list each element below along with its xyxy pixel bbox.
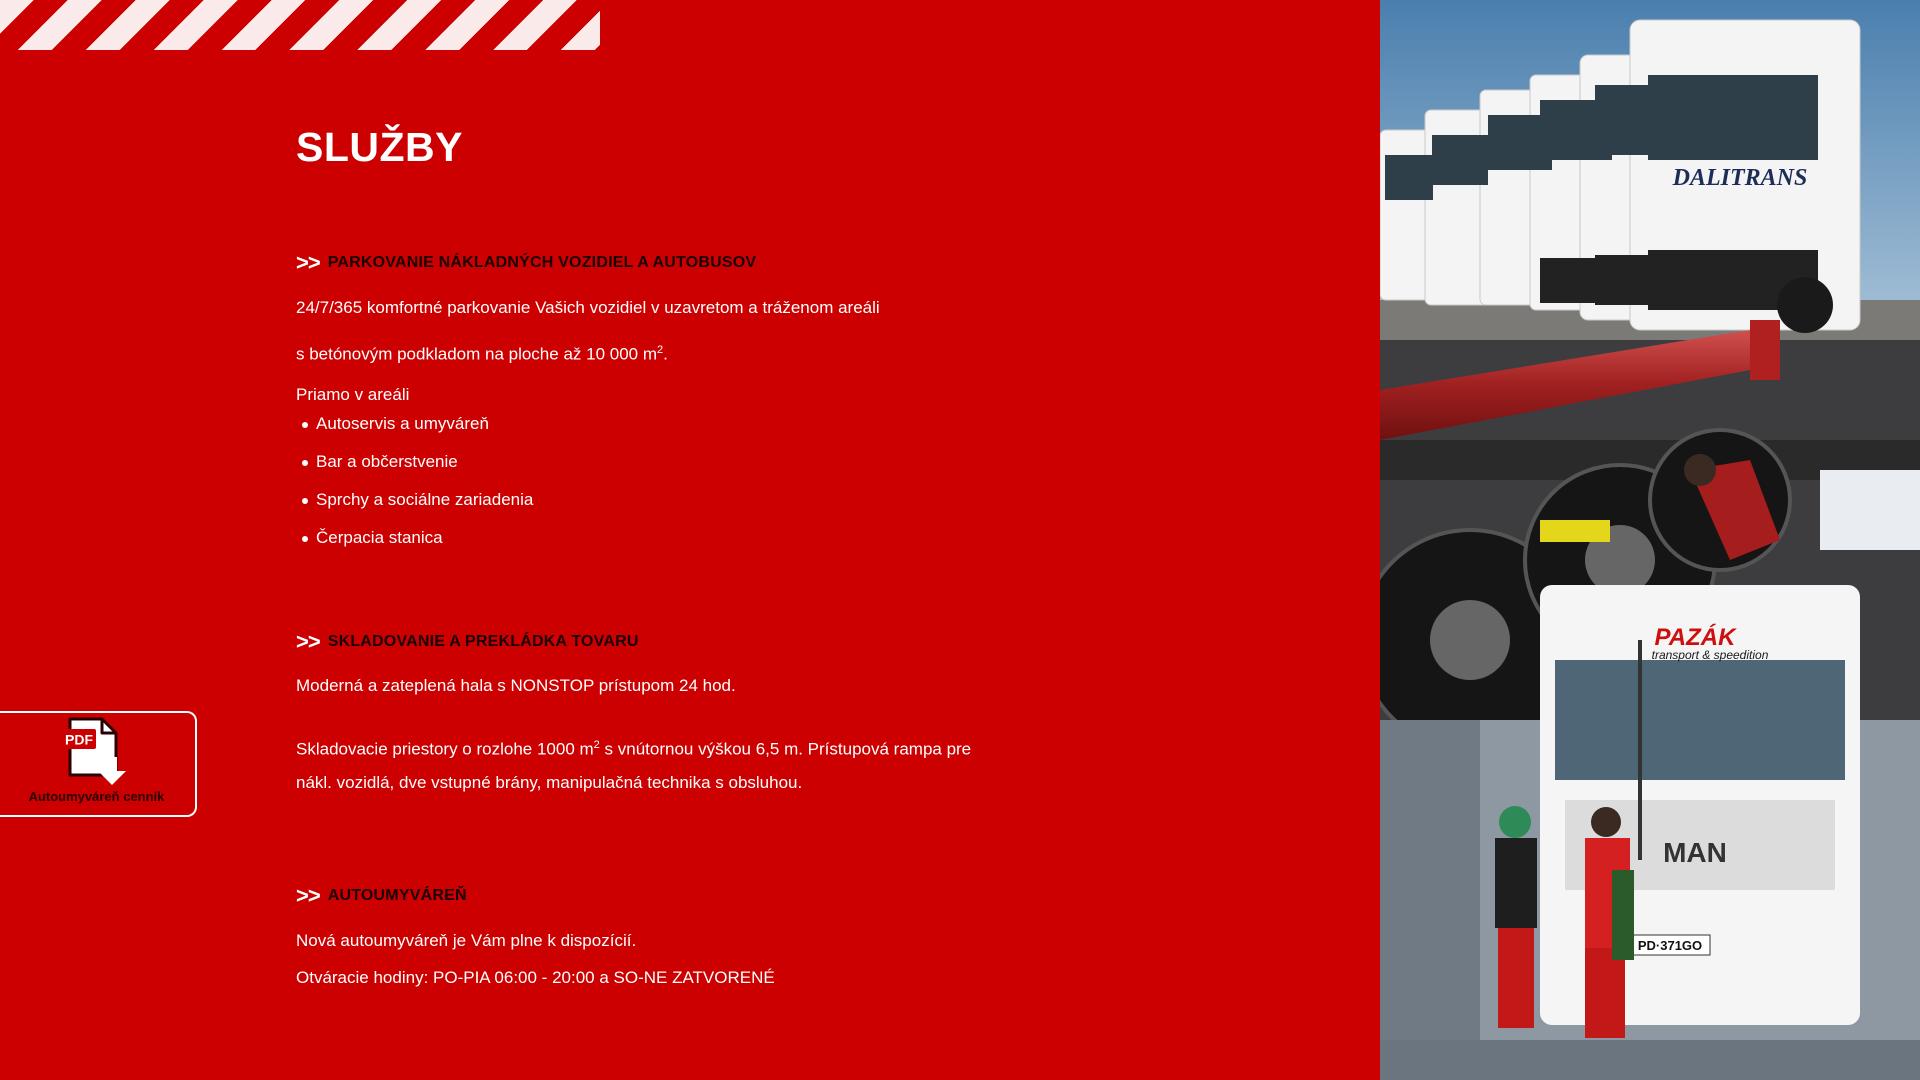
license-plate: PD·371GO [1637, 938, 1703, 953]
chevron-icon: >> [296, 250, 320, 275]
parking-text-2-main: s betónovým podkladom na ploche až 10 000 m [296, 344, 658, 364]
chevron-icon: >> [296, 629, 320, 654]
section-storage [296, 627, 1356, 657]
storage-text-1: Moderná a zateplená hala s NONSTOP prístupom 24 hod. [296, 676, 736, 695]
pdf-download-icon [62, 717, 130, 787]
list-item: Bar a občerstvenie [296, 451, 533, 489]
pdf-download-button[interactable] [0, 711, 197, 817]
storage-text-3: nákl. vozidlá, dve vstupné brány, manipulačná technika s obsluhou. [296, 773, 803, 792]
services-content [296, 0, 1356, 1080]
carwash-text-2: Otváracie hodiny: PO-PIA 06:00 - 20:00 a SO-NE ZATVORENÉ [296, 968, 775, 987]
pdf-download-label: Autoumyváreň cenník [28, 789, 165, 804]
storage-text-2b: s vnútornou výškou 6,5 m. Prístupová rampa pre [599, 739, 972, 759]
carwash-text-1: Nová autoumyváreň je Vám plne k dispozícií. [296, 931, 637, 950]
storage-text-2a: Skladovacie priestory o rozlohe 1000 m [296, 739, 594, 759]
period: . [663, 344, 668, 364]
superscript: 2 [593, 739, 600, 751]
parking-text-1: 24/7/365 komfortné parkovanie Vašich vozidiel v uzavretom a tráženom areáli [296, 298, 880, 317]
section-heading [296, 627, 1356, 657]
section-title: PARKOVANIE NÁKLADNÝCH VOZIDIEL A AUTOBUSOV [327, 254, 757, 271]
onsite-list [296, 413, 533, 565]
truck-collage-image [1380, 0, 1920, 1080]
storage-text-2 [296, 734, 971, 761]
superscript: 2 [657, 344, 664, 356]
truck-sub-2: transport & speedition [1651, 648, 1769, 662]
page-title: SLUŽBY [296, 124, 463, 170]
section-title: AUTOUMYVÁREŇ [327, 887, 467, 904]
chevron-icon: >> [296, 883, 320, 908]
pdf-icon-text: PDF [65, 731, 93, 748]
section-title: SKLADOVANIE A PREKLÁDKA TOVARU [327, 633, 639, 650]
truck-brand-2: PAZÁK [1654, 624, 1736, 651]
section-heading [296, 248, 1356, 278]
trucks-photo [1380, 0, 1920, 1080]
onsite-label: Priamo v areáli [296, 385, 410, 404]
parking-text-2 [296, 339, 668, 366]
section-carwash [296, 881, 1356, 911]
list-item: Autoservis a umyváreň [296, 413, 533, 451]
truck-logo-3: MAN [1663, 837, 1727, 868]
section-heading [296, 881, 1356, 911]
section-parking [296, 248, 1356, 278]
list-item: Čerpacia stanica [296, 527, 533, 565]
list-item: Sprchy a sociálne zariadenia [296, 489, 533, 527]
truck-brand-1: DALITRANS [1672, 165, 1808, 191]
